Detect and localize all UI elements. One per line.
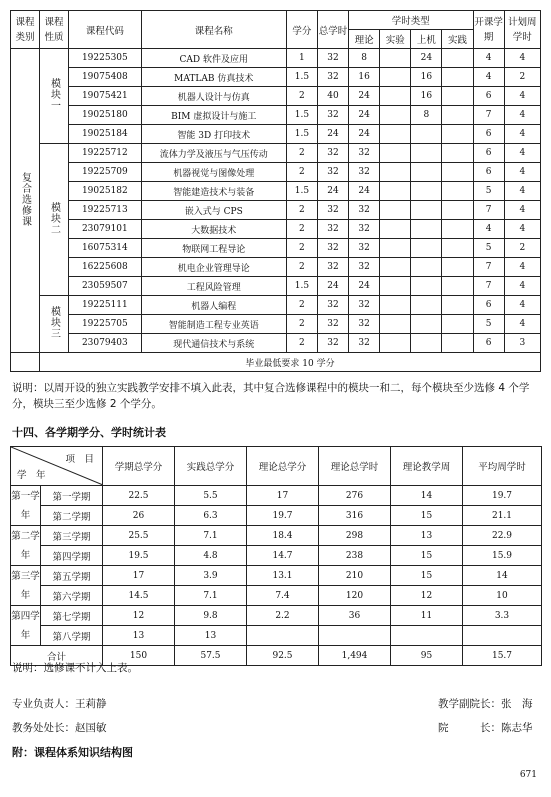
course-comp-cell: 24 bbox=[411, 49, 442, 68]
course-row bbox=[11, 49, 541, 68]
note-stats: 说明：选修课不计入上表。 bbox=[12, 662, 138, 674]
course-term-cell: 4 bbox=[473, 49, 504, 68]
footer-blank-cell bbox=[11, 353, 40, 372]
course-comp-cell: 16 bbox=[411, 87, 442, 106]
stats-value-cell: 26 bbox=[103, 506, 175, 526]
course-exp-cell bbox=[380, 125, 411, 144]
course-row bbox=[11, 125, 541, 144]
course-total-cell: 32 bbox=[317, 163, 348, 182]
vice-dean-signature: 教学副院长：张 海 bbox=[438, 698, 533, 710]
course-theory-cell: 32 bbox=[349, 163, 380, 182]
course-credit-cell: 1.5 bbox=[286, 68, 317, 87]
term-cell: 第二学期 bbox=[41, 506, 103, 526]
course-prac-cell bbox=[442, 334, 473, 353]
module-cell bbox=[40, 49, 69, 144]
course-exp-cell bbox=[380, 334, 411, 353]
course-prac-cell bbox=[442, 258, 473, 277]
header-code: 课程代码 bbox=[69, 11, 142, 49]
term-cell: 第四学期 bbox=[41, 546, 103, 566]
course-name-cell: 智能 3D 打印技术 bbox=[141, 125, 286, 144]
stats-value-cell: 25.5 bbox=[103, 526, 175, 546]
course-code-cell: 19225713 bbox=[69, 201, 142, 220]
course-exp-cell bbox=[380, 220, 411, 239]
course-prac-cell bbox=[442, 296, 473, 315]
course-row bbox=[11, 201, 541, 220]
course-prac-cell bbox=[442, 182, 473, 201]
course-footer-row bbox=[11, 353, 541, 372]
course-comp-cell: 8 bbox=[411, 106, 442, 125]
stats-value-cell: 7.1 bbox=[175, 526, 247, 546]
diagonal-top-label: 项 目 bbox=[65, 454, 94, 465]
course-comp-cell bbox=[411, 220, 442, 239]
header-term: 开课学期 bbox=[473, 11, 504, 49]
stats-value-cell: 13 bbox=[103, 626, 175, 646]
course-total-cell: 32 bbox=[317, 49, 348, 68]
course-weekly-cell: 4 bbox=[504, 125, 540, 144]
course-code-cell: 16075314 bbox=[69, 239, 142, 258]
course-code-cell: 19075408 bbox=[69, 68, 142, 87]
course-comp-cell bbox=[411, 163, 442, 182]
stats-row bbox=[11, 626, 542, 646]
course-exp-cell bbox=[380, 201, 411, 220]
stats-value-cell: 19.7 bbox=[247, 506, 319, 526]
course-exp-cell bbox=[380, 258, 411, 277]
course-credit-cell: 1 bbox=[286, 49, 317, 68]
course-prac-cell bbox=[442, 315, 473, 334]
stats-value-cell: 36 bbox=[319, 606, 391, 626]
course-credit-cell: 2 bbox=[286, 220, 317, 239]
course-prac-cell bbox=[442, 68, 473, 87]
course-theory-cell: 24 bbox=[349, 277, 380, 296]
course-weekly-cell: 4 bbox=[504, 106, 540, 125]
course-comp-cell bbox=[411, 182, 442, 201]
course-term-cell: 5 bbox=[473, 239, 504, 258]
course-code-cell: 19225111 bbox=[69, 296, 142, 315]
school-year-cell: 第三学年 bbox=[11, 566, 41, 606]
course-credit-cell: 2 bbox=[286, 334, 317, 353]
note-elective: 说明：以周开设的独立实践教学安排不填入此表，其中复合选修课程中的模块一和二，每个模块至少选修 4 个学分，模块三至少选修 2 个学分。 bbox=[12, 382, 530, 410]
course-credit-cell: 1.5 bbox=[286, 106, 317, 125]
course-code-cell: 19025184 bbox=[69, 125, 142, 144]
course-term-cell: 6 bbox=[473, 87, 504, 106]
course-prac-cell bbox=[442, 163, 473, 182]
stats-row bbox=[11, 546, 542, 566]
course-name-cell: 现代通信技术与系统 bbox=[141, 334, 286, 353]
course-exp-cell bbox=[380, 296, 411, 315]
graduation-requirement: 毕业最低要求 10 学分 bbox=[40, 353, 541, 372]
course-term-cell: 7 bbox=[473, 106, 504, 125]
course-code-cell: 19075421 bbox=[69, 87, 142, 106]
course-term-cell: 7 bbox=[473, 258, 504, 277]
course-code-cell: 16225608 bbox=[69, 258, 142, 277]
header-theory: 理论 bbox=[349, 30, 380, 49]
course-total-cell: 24 bbox=[317, 277, 348, 296]
course-prac-cell bbox=[442, 125, 473, 144]
course-theory-cell: 24 bbox=[349, 106, 380, 125]
course-prac-cell bbox=[442, 277, 473, 296]
course-comp-cell bbox=[411, 277, 442, 296]
course-total-cell: 32 bbox=[317, 106, 348, 125]
course-comp-cell bbox=[411, 125, 442, 144]
stats-value-cell: 13 bbox=[175, 626, 247, 646]
course-total-cell: 32 bbox=[317, 144, 348, 163]
course-comp-cell: 16 bbox=[411, 68, 442, 87]
course-name-cell: 物联网工程导论 bbox=[141, 239, 286, 258]
course-comp-cell bbox=[411, 239, 442, 258]
course-code-cell: 19225709 bbox=[69, 163, 142, 182]
course-code-cell: 23059507 bbox=[69, 277, 142, 296]
course-name-cell: 工程风险管理 bbox=[141, 277, 286, 296]
course-code-cell: 23079101 bbox=[69, 220, 142, 239]
course-row bbox=[11, 334, 541, 353]
header-weekly: 计划周学时 bbox=[504, 11, 540, 49]
course-code-cell: 23079403 bbox=[69, 334, 142, 353]
course-weekly-cell: 4 bbox=[504, 144, 540, 163]
stats-value-cell: 238 bbox=[319, 546, 391, 566]
course-exp-cell bbox=[380, 87, 411, 106]
stats-value-cell: 14 bbox=[391, 486, 463, 506]
stats-value-cell: 15 bbox=[391, 546, 463, 566]
course-weekly-cell: 4 bbox=[504, 258, 540, 277]
course-credit-cell: 2 bbox=[286, 315, 317, 334]
course-row bbox=[11, 182, 541, 201]
course-credit-cell: 1.5 bbox=[286, 125, 317, 144]
header-hour-type: 学时类型 bbox=[349, 11, 473, 30]
stats-value-cell: 4.8 bbox=[175, 546, 247, 566]
module-label: 模块二 bbox=[48, 201, 60, 235]
stats-value-cell: 15.9 bbox=[463, 546, 542, 566]
course-theory-cell: 32 bbox=[349, 315, 380, 334]
course-code-cell: 19225705 bbox=[69, 315, 142, 334]
stats-header: 理论总学分 bbox=[247, 447, 319, 486]
stats-value-cell: 14 bbox=[463, 566, 542, 586]
course-comp-cell bbox=[411, 296, 442, 315]
course-prac-cell bbox=[442, 87, 473, 106]
stats-value-cell: 22.5 bbox=[103, 486, 175, 506]
course-weekly-cell: 2 bbox=[504, 239, 540, 258]
course-term-cell: 6 bbox=[473, 125, 504, 144]
term-cell: 第五学期 bbox=[41, 566, 103, 586]
stats-value-cell bbox=[463, 626, 542, 646]
total-value-cell: 92.5 bbox=[247, 646, 319, 666]
course-row bbox=[11, 87, 541, 106]
stats-value-cell: 18.4 bbox=[247, 526, 319, 546]
course-name-cell: MATLAB 仿真技术 bbox=[141, 68, 286, 87]
stats-value-cell: 14.5 bbox=[103, 586, 175, 606]
stats-value-cell: 21.1 bbox=[463, 506, 542, 526]
course-term-cell: 6 bbox=[473, 296, 504, 315]
course-weekly-cell: 4 bbox=[504, 201, 540, 220]
course-name-cell: 机器人设计与仿真 bbox=[141, 87, 286, 106]
stats-value-cell: 13.1 bbox=[247, 566, 319, 586]
course-total-cell: 32 bbox=[317, 201, 348, 220]
course-name-cell: 智能制造工程专业英语 bbox=[141, 315, 286, 334]
header-practice: 实践 bbox=[442, 30, 473, 49]
stats-header: 学期总学分 bbox=[103, 447, 175, 486]
stats-row bbox=[11, 526, 542, 546]
category-cell bbox=[11, 49, 40, 353]
course-row bbox=[11, 68, 541, 87]
module-label: 模块三 bbox=[48, 306, 60, 339]
course-term-cell: 6 bbox=[473, 144, 504, 163]
course-credit-cell: 2 bbox=[286, 201, 317, 220]
course-prac-cell bbox=[442, 220, 473, 239]
course-code-cell: 19225305 bbox=[69, 49, 142, 68]
course-name-cell: 机电企业管理导论 bbox=[141, 258, 286, 277]
total-value-cell: 95 bbox=[391, 646, 463, 666]
course-theory-cell: 32 bbox=[349, 334, 380, 353]
stats-value-cell: 316 bbox=[319, 506, 391, 526]
course-exp-cell bbox=[380, 315, 411, 334]
course-term-cell: 5 bbox=[473, 315, 504, 334]
diagonal-bottom-label: 学 年 bbox=[17, 470, 46, 481]
school-year-cell: 第二学年 bbox=[11, 526, 41, 566]
course-row bbox=[11, 277, 541, 296]
course-weekly-cell: 2 bbox=[504, 68, 540, 87]
course-theory-cell: 32 bbox=[349, 258, 380, 277]
stats-value-cell bbox=[319, 626, 391, 646]
stats-value-cell: 19.5 bbox=[103, 546, 175, 566]
stats-value-cell: 5.5 bbox=[175, 486, 247, 506]
stats-header: 实践总学分 bbox=[175, 447, 247, 486]
course-weekly-cell: 4 bbox=[504, 220, 540, 239]
course-comp-cell bbox=[411, 258, 442, 277]
course-row bbox=[11, 163, 541, 182]
course-total-cell: 32 bbox=[317, 334, 348, 353]
stats-header: 理论总学时 bbox=[319, 447, 391, 486]
term-cell: 第七学期 bbox=[41, 606, 103, 626]
header-nature: 课程性质 bbox=[40, 11, 69, 49]
term-cell: 第三学期 bbox=[41, 526, 103, 546]
stats-value-cell: 10 bbox=[463, 586, 542, 606]
course-total-cell: 32 bbox=[317, 296, 348, 315]
stats-value-cell: 17 bbox=[103, 566, 175, 586]
course-row bbox=[11, 296, 541, 315]
course-total-cell: 32 bbox=[317, 258, 348, 277]
stats-row bbox=[11, 566, 542, 586]
course-theory-cell: 32 bbox=[349, 201, 380, 220]
course-theory-cell: 32 bbox=[349, 239, 380, 258]
course-weekly-cell: 4 bbox=[504, 49, 540, 68]
stats-value-cell: 15 bbox=[391, 506, 463, 526]
course-total-cell: 40 bbox=[317, 87, 348, 106]
course-theory-cell: 24 bbox=[349, 87, 380, 106]
section-14-title: 十四、各学期学分、学时统计表 bbox=[12, 426, 166, 439]
course-code-cell: 19025182 bbox=[69, 182, 142, 201]
course-code-cell: 19225712 bbox=[69, 144, 142, 163]
course-weekly-cell: 4 bbox=[504, 277, 540, 296]
course-credit-cell: 2 bbox=[286, 163, 317, 182]
course-name-cell: CAD 软件及应用 bbox=[141, 49, 286, 68]
course-weekly-cell: 3 bbox=[504, 334, 540, 353]
stats-row bbox=[11, 586, 542, 606]
stats-value-cell: 12 bbox=[103, 606, 175, 626]
course-weekly-cell: 4 bbox=[504, 87, 540, 106]
stats-value-cell: 210 bbox=[319, 566, 391, 586]
category-label: 复合选修课 bbox=[19, 171, 31, 227]
course-name-cell: 流体力学及液压与气压传动 bbox=[141, 144, 286, 163]
course-weekly-cell: 4 bbox=[504, 296, 540, 315]
school-year-cell: 第四学年 bbox=[11, 606, 41, 646]
course-credit-cell: 2 bbox=[286, 258, 317, 277]
total-label: 合计 bbox=[11, 646, 103, 666]
course-prac-cell bbox=[442, 144, 473, 163]
course-term-cell: 4 bbox=[473, 220, 504, 239]
course-theory-cell: 32 bbox=[349, 296, 380, 315]
course-exp-cell bbox=[380, 277, 411, 296]
course-theory-cell: 16 bbox=[349, 68, 380, 87]
course-exp-cell bbox=[380, 163, 411, 182]
course-theory-cell: 24 bbox=[349, 182, 380, 201]
course-weekly-cell: 4 bbox=[504, 163, 540, 182]
dean-signature: 院 长：陈志华 bbox=[438, 722, 533, 734]
course-theory-cell: 32 bbox=[349, 220, 380, 239]
header-credit: 学分 bbox=[286, 11, 317, 49]
school-year-cell: 第一学年 bbox=[11, 486, 41, 526]
stats-value-cell: 3.9 bbox=[175, 566, 247, 586]
course-theory-cell: 24 bbox=[349, 125, 380, 144]
stats-value-cell: 2.2 bbox=[247, 606, 319, 626]
course-comp-cell bbox=[411, 334, 442, 353]
course-row bbox=[11, 144, 541, 163]
stats-value-cell: 11 bbox=[391, 606, 463, 626]
course-theory-cell: 8 bbox=[349, 49, 380, 68]
course-term-cell: 7 bbox=[473, 277, 504, 296]
stats-value-cell: 6.3 bbox=[175, 506, 247, 526]
stats-value-cell: 15 bbox=[391, 566, 463, 586]
course-exp-cell bbox=[380, 182, 411, 201]
stats-value-cell: 298 bbox=[319, 526, 391, 546]
course-prac-cell bbox=[442, 239, 473, 258]
total-value-cell: 15.7 bbox=[463, 646, 542, 666]
module-cell bbox=[40, 296, 69, 353]
stats-value-cell: 17 bbox=[247, 486, 319, 506]
header-name: 课程名称 bbox=[141, 11, 286, 49]
course-credit-cell: 2 bbox=[286, 144, 317, 163]
course-total-cell: 32 bbox=[317, 239, 348, 258]
course-comp-cell bbox=[411, 144, 442, 163]
course-term-cell: 5 bbox=[473, 182, 504, 201]
term-cell: 第六学期 bbox=[41, 586, 103, 606]
course-name-cell: 机器人编程 bbox=[141, 296, 286, 315]
appendix-title: 附：课程体系知识结构图 bbox=[12, 746, 133, 759]
stats-header: 平均周学时 bbox=[463, 447, 542, 486]
course-weekly-cell: 4 bbox=[504, 182, 540, 201]
course-name-cell: BIM 虚拟设计与施工 bbox=[141, 106, 286, 125]
course-total-cell: 32 bbox=[317, 315, 348, 334]
course-term-cell: 6 bbox=[473, 334, 504, 353]
term-cell: 第八学期 bbox=[41, 626, 103, 646]
course-credit-cell: 1.5 bbox=[286, 277, 317, 296]
course-name-cell: 大数据技术 bbox=[141, 220, 286, 239]
total-value-cell: 57.5 bbox=[175, 646, 247, 666]
academic-affairs-signature: 教务处处长：赵国敏 bbox=[12, 722, 107, 734]
module-cell bbox=[40, 144, 69, 296]
header-category: 课程类别 bbox=[11, 11, 40, 49]
course-total-cell: 24 bbox=[317, 125, 348, 144]
course-code-cell: 19025180 bbox=[69, 106, 142, 125]
stats-value-cell: 19.7 bbox=[463, 486, 542, 506]
stats-value-cell: 12 bbox=[391, 586, 463, 606]
page-number: 671 bbox=[519, 770, 537, 780]
stats-row bbox=[11, 486, 542, 506]
total-value-cell: 150 bbox=[103, 646, 175, 666]
term-cell: 第一学期 bbox=[41, 486, 103, 506]
stats-header: 理论教学周 bbox=[391, 447, 463, 486]
course-name-cell: 嵌入式与 CPS bbox=[141, 201, 286, 220]
course-exp-cell bbox=[380, 49, 411, 68]
course-credit-cell: 2 bbox=[286, 87, 317, 106]
course-comp-cell bbox=[411, 201, 442, 220]
course-total-cell: 32 bbox=[317, 220, 348, 239]
course-name-cell: 智能建造技术与装备 bbox=[141, 182, 286, 201]
course-row bbox=[11, 239, 541, 258]
course-credit-cell: 2 bbox=[286, 296, 317, 315]
course-exp-cell bbox=[380, 239, 411, 258]
total-value-cell: 1,494 bbox=[319, 646, 391, 666]
course-comp-cell bbox=[411, 315, 442, 334]
stats-value-cell: 9.8 bbox=[175, 606, 247, 626]
header-computer: 上机 bbox=[411, 30, 442, 49]
stats-value-cell bbox=[391, 626, 463, 646]
course-credit-cell: 1.5 bbox=[286, 182, 317, 201]
diagonal-header-cell bbox=[11, 447, 103, 486]
course-row bbox=[11, 220, 541, 239]
header-experiment: 实验 bbox=[380, 30, 411, 49]
course-name-cell: 机器视觉与图像处理 bbox=[141, 163, 286, 182]
course-weekly-cell: 4 bbox=[504, 315, 540, 334]
course-exp-cell bbox=[380, 68, 411, 87]
course-total-cell: 32 bbox=[317, 68, 348, 87]
stats-value-cell: 276 bbox=[319, 486, 391, 506]
stats-row bbox=[11, 506, 542, 526]
stats-value-cell: 13 bbox=[391, 526, 463, 546]
course-credit-cell: 2 bbox=[286, 239, 317, 258]
course-exp-cell bbox=[380, 144, 411, 163]
course-table bbox=[10, 10, 541, 372]
course-term-cell: 4 bbox=[473, 68, 504, 87]
course-row bbox=[11, 258, 541, 277]
stats-value-cell: 14.7 bbox=[247, 546, 319, 566]
module-label: 模块一 bbox=[48, 78, 60, 111]
stats-value-cell: 120 bbox=[319, 586, 391, 606]
course-prac-cell bbox=[442, 49, 473, 68]
stats-value-cell: 3.3 bbox=[463, 606, 542, 626]
course-prac-cell bbox=[442, 106, 473, 125]
stats-row bbox=[11, 606, 542, 626]
course-row bbox=[11, 315, 541, 334]
header-total-hours: 总学时 bbox=[317, 11, 348, 49]
course-row bbox=[11, 106, 541, 125]
course-prac-cell bbox=[442, 201, 473, 220]
stats-value-cell: 7.1 bbox=[175, 586, 247, 606]
course-exp-cell bbox=[380, 106, 411, 125]
course-total-cell: 24 bbox=[317, 182, 348, 201]
course-theory-cell: 32 bbox=[349, 144, 380, 163]
stats-value-cell: 22.9 bbox=[463, 526, 542, 546]
course-term-cell: 6 bbox=[473, 163, 504, 182]
stats-table bbox=[10, 446, 542, 666]
stats-value-cell bbox=[247, 626, 319, 646]
major-head-signature: 专业负责人：王莉静 bbox=[12, 698, 107, 710]
stats-value-cell: 7.4 bbox=[247, 586, 319, 606]
course-term-cell: 7 bbox=[473, 201, 504, 220]
